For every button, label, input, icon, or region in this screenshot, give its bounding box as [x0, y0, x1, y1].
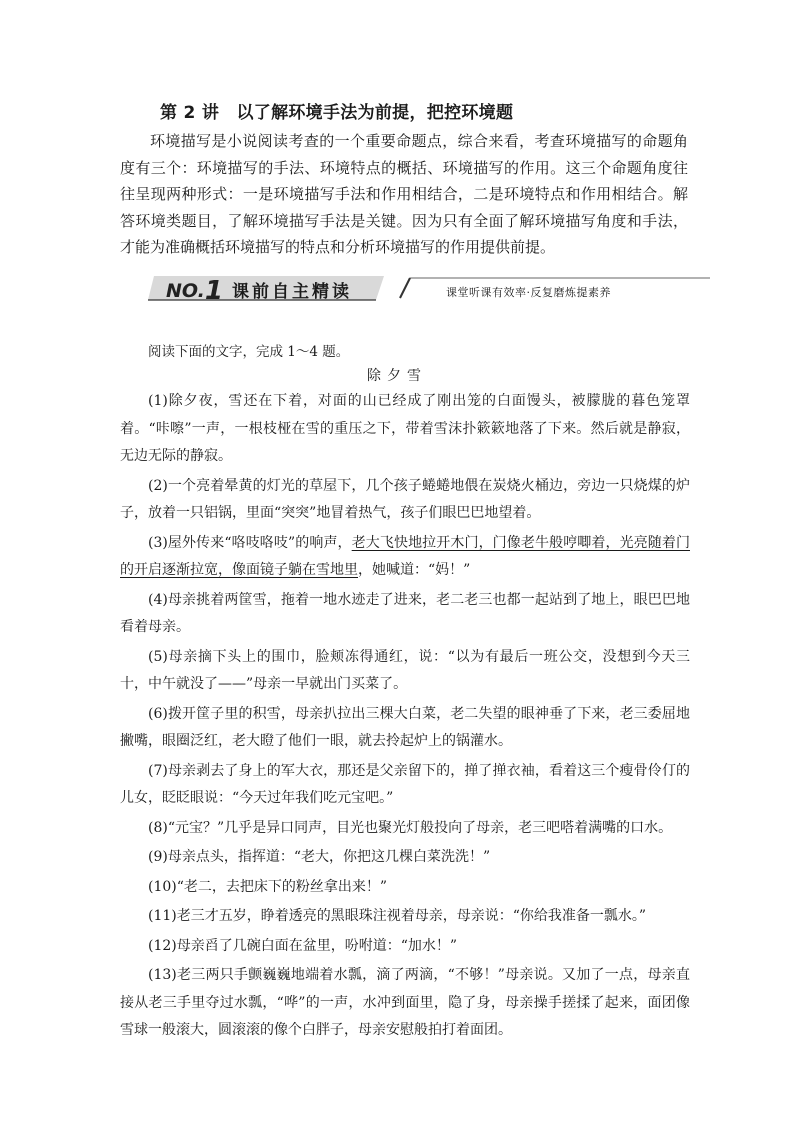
- section-number-label: [166, 274, 223, 304]
- reading-instruction: 阅读下面的文字，完成 1～4 题。: [148, 344, 350, 360]
- story-paragraph-2: (2)一个亮着晕黄的灯光的草屋下，几个孩子蜷蜷地偎在炭烧火桶边，旁边一只烧煤的炉子，放着一只铝锅，里面“突突”地冒着热气，孩子们眼巴巴地望着。: [120, 477, 690, 521]
- section-title: 课前自主精读: [232, 282, 352, 302]
- lesson-title: 第 2 讲 以了解环境手法为前提，把控环境题: [160, 103, 514, 123]
- story-paragraph-9: (9)母亲点头，指挥道：“老大，你把这几棵白菜洗洗！”: [148, 849, 491, 865]
- paragraph-3-lead: (3)屋外传来“咯吱咯吱”的响声，: [148, 534, 352, 551]
- banner-slash: [400, 278, 410, 298]
- story-paragraph-6: (6)拨开筐子里的积雪，母亲扒拉出三棵大白菜，老二失望的眼神垂了下来，老三委屈地撇嘴，眼圈泛红，老大瞪了他们一眼，就去拎起炉上的锅灌水。: [120, 705, 690, 749]
- story-paragraph-3: [120, 530, 690, 585]
- story-paragraph-1: (1)除夕夜，雪还在下着，对面的山已经成了刚出笼的白面馒头，被朦胧的暮色笼罩着。“咔嚓”一声，一根枝桠在雪的重压之下，带着雪沫扑簌簌地落了下来。然后就是静寂，无边无际的静寂。: [120, 393, 690, 464]
- story-paragraph-10: (10)“老二，去把床下的粉丝拿出来！”: [148, 878, 388, 895]
- story-paragraph-11: (11)老三才五岁，睁着透亮的黑眼珠注视着母亲，母亲说：“你给我准备一瓢水。”: [148, 908, 647, 924]
- story-paragraph-13: (13)老三两只手颤巍巍地端着水瓢，滴了两滴，“不够！”母亲说。又加了一点，母亲直接从老三手里夺过水瓢，“哗”的一声，水冲到面里，隐了身，母亲操手搓揉了起来，面团像雪球一般滚大，圆滚滚的像个白胖子，母亲安慰般拍打着面团。: [120, 967, 690, 1038]
- section-subtitle: 课堂听课有效率·反复磨炼提素养: [446, 286, 611, 299]
- underlined-sentence: 老大飞快地拉开木门，门像老牛般哼唧着，光亮随着门的开启逐渐拉宽，像面镜子躺在雪地里: [120, 534, 690, 578]
- story-paragraph-4: (4)母亲挑着两筐雪，拖着一地水迹走了进来，老二老三也都一起站到了地上，眼巴巴地看着母亲。: [120, 591, 690, 635]
- section-no-prefix: NO.: [166, 280, 205, 302]
- story-paragraph-7: (7)母亲剥去了身上的军大衣，那还是父亲留下的，掸了掸衣袖，看着这三个瘦骨伶仃的儿女，眨眨眼说：“今天过年我们吃元宝吧。”: [120, 762, 690, 806]
- section-banner: [148, 272, 710, 306]
- intro-section: [120, 128, 688, 261]
- story-body: [120, 388, 690, 1047]
- intro-paragraph: 环境描写是小说阅读考查的一个重要命题点，综合来看，考查环境描写的命题角度有三个：环境描写的手法、环境特点的概括、环境描写的作用。这三个命题角度往往呈现两种形式：一是环境描写手法和作用相结合，二是环境特点和作用相结合。解答环境类题目，了解环境描写手法是关键。因为只有全面了解环境描写角度和手法，才能为准确概括环境描写的特点和分析环境描写的作用提供前提。: [120, 132, 688, 256]
- story-paragraph-8: (8)“元宝？”几乎是异口同声，目光也聚光灯般投向了母亲，老三吧嗒着满嘴的口水。: [148, 819, 673, 836]
- paragraph-3-tail: ，她喊道：“妈！”: [358, 562, 471, 578]
- section-number: 1: [204, 276, 223, 306]
- story-paragraph-5: (5)母亲摘下头上的围巾，脸颊冻得通红，说：“以为有最后一班公交，没想到今天三十，中午就没了——”母亲一早就出门买菜了。: [120, 648, 690, 692]
- story-paragraph-12: (12)母亲舀了几碗白面在盆里，吩咐道：“加水！”: [148, 937, 458, 954]
- story-title: 除夕雪: [367, 368, 427, 384]
